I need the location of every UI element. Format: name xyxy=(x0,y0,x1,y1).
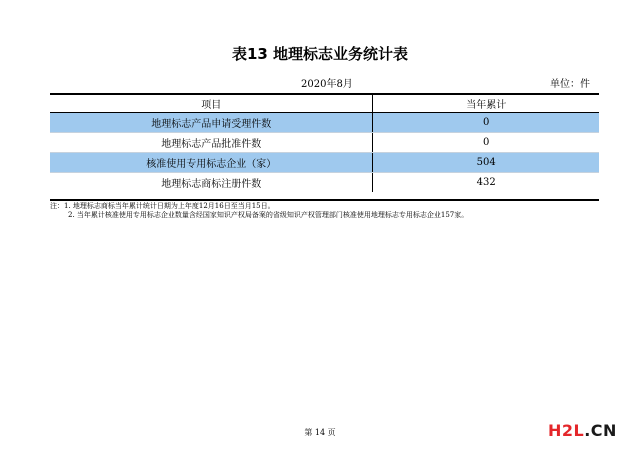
watermark-part1: H2L xyxy=(548,421,585,440)
table-row xyxy=(50,113,599,133)
row-value: 0 xyxy=(373,133,599,153)
header-cumulative: 当年累计 xyxy=(373,95,599,113)
row-value: 0 xyxy=(373,113,599,133)
row-value: 432 xyxy=(476,177,496,188)
watermark-part2: .CN xyxy=(584,421,617,440)
footnote-2: 2. 当年累计核准使用专用标志企业数量含经国家知识产权局备案的省级知识产权管理部门核准使用地理标志专用标志企业157家。 xyxy=(68,211,469,219)
table-row xyxy=(50,153,599,173)
row-item: 地理标志产品申请受理件数 xyxy=(50,113,373,133)
bottom-rule xyxy=(50,199,599,201)
statistics-table xyxy=(50,95,599,192)
row-item: 核准使用专用标志企业（家） xyxy=(50,153,373,173)
table-header-row xyxy=(50,95,599,113)
header-item: 项目 xyxy=(50,95,373,113)
row-value: 504 xyxy=(373,153,599,173)
table-row xyxy=(50,173,599,193)
table-title: 表13 地理标志业务统计表 xyxy=(231,45,409,63)
table-row xyxy=(50,133,599,153)
footnotes xyxy=(50,202,610,220)
row-item: 地理标志商标注册件数 xyxy=(50,173,373,193)
h2l-watermark-logo xyxy=(548,421,617,441)
row-item: 地理标志产品批准件数 xyxy=(50,133,373,153)
footnote-1: 注：1. 地理标志商标当年累计统计日期为上年度12月16日至当月15日。 xyxy=(50,202,275,210)
unit-label: 单位：件 xyxy=(550,79,590,90)
report-date: 2020年8月 xyxy=(301,79,353,90)
page-number: 第 14 页 xyxy=(304,428,336,437)
